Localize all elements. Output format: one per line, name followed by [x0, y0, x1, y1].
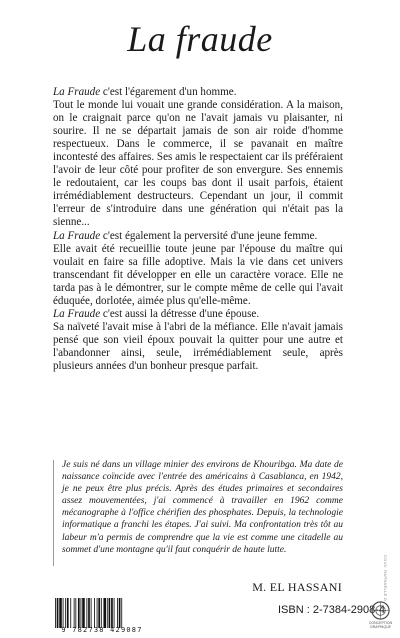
barcode-bar: [88, 598, 90, 628]
barcode-bar: [57, 598, 59, 628]
barcode-bar: [75, 598, 76, 628]
barcode-bar: [82, 598, 85, 628]
paragraph-text: Tout le monde lui vouait une grande considération. A la maison, on le craignait parce qu'on ne l'avait jamais vu plaisanter, ni sourire. Il ne se départait jamais de son air roide d'homme respectueux. Dans le commerce, il se pavanait en maître incontesté des affaires. Ses amis le respectaient car ils préféraient l'avoir de leur côté pour profiter de son envergure. Ses ennemis le redoutaient, car les coups bas dont il usait parfois, étaient irrémédiablement destructeurs. Cependant un jour, il commit l'erreur de s'introduire dans une génération qui n'était pas la sienne...: [53, 99, 343, 229]
barcode-bar: [94, 598, 95, 628]
barcode-bar: [109, 598, 111, 628]
summary-paragraph: [53, 321, 343, 373]
barcode-bar: [114, 598, 115, 628]
barcode-bar: [91, 598, 92, 628]
italic-lead: La Fraude: [53, 307, 101, 320]
cover-credit: COUV. RAPHAËLLE D.: [383, 555, 388, 603]
paragraph-text: c'est l'égarement d'un homme.: [100, 86, 237, 98]
barcode-bar: [101, 598, 102, 628]
author-name: M. EL HASSANI: [252, 580, 342, 594]
summary-paragraph: [53, 230, 343, 243]
barcode-bar: [67, 598, 69, 628]
barcode-bar: [117, 598, 118, 628]
summary-text: [53, 86, 343, 373]
summary-paragraph: [53, 243, 343, 308]
isbn: ISBN : 2-7384-2908-4: [278, 604, 386, 616]
summary-paragraph: [53, 86, 343, 99]
barcode-bar: [63, 598, 64, 628]
barcode-bar: [97, 598, 98, 628]
barcode-bar: [119, 598, 121, 628]
summary-paragraph: [53, 99, 343, 229]
author-bio: Je suis né dans un village minier des environs de Khouribga. Ma date de naissance coïncide avec l'entrée des américains à Casablanca, en 1942, je ne peux être plus précis. Après des études primaires et secondaires assez mouvementées, j'ai commencé à travailler en 1962 comme mécanographe à l'office chérifien des phosphates. Depuis, la technologie informatique a franchi les étapes. J'ai suivi. Ma confrontation très tôt au labeur m'a permis de comprendre que la vie est comme une citadelle au sommet d'une montagne qu'il faut conquérir de haute lutte.: [62, 460, 343, 555]
logo-caption: CONCEPTION GRAPHIQUE: [368, 621, 393, 629]
barcode-bar: [59, 598, 62, 628]
barcode-bar: [103, 598, 106, 628]
barcode-bar: [65, 598, 66, 628]
barcode-bar: [70, 598, 71, 628]
barcode-bar: [98, 598, 100, 628]
summary-paragraph: [53, 308, 343, 321]
barcode-bar: [111, 598, 113, 628]
barcode-icon: [53, 598, 153, 628]
barcode-bar: [121, 598, 122, 628]
book-title: La fraude: [127, 19, 273, 59]
barcode-bar: [107, 598, 108, 628]
barcode-bar: [78, 598, 80, 628]
italic-lead: La Fraude: [53, 86, 101, 98]
barcode-bar: [74, 598, 75, 628]
barcode-number: 9 782738 429087: [61, 626, 143, 634]
barcode-bar: [86, 598, 87, 628]
circular-publisher-logo-icon: [371, 601, 390, 620]
italic-lead: La Fraude: [53, 229, 101, 242]
paragraph-text: c'est également la perversité d'une jeune femme.: [100, 229, 318, 242]
paragraph-text: c'est aussi la détresse d'une épouse.: [100, 307, 260, 320]
paragraph-text: Sa naïveté l'avait mise à l'abri de la méfiance. Elle n'avait jamais pensé que son vieil époux pouvait la quitter pour une autre et l'abandonner ainsi, seule, irrémédiablement seule, après plusieurs années d'un bonheur presque parfait.: [53, 320, 343, 372]
barcode-bar: [81, 598, 82, 628]
barcode-bar: [55, 598, 56, 628]
paragraph-text: Elle avait été recueillie toute jeune par l'épouse du maître qui voulait en faire sa fille adoptive. Mais la vie dans cet univers transcendant fit développer en elle un caractère vorace. Elle ne tarda pas à le démontrer, sur le compte même de celle qui l'avait éduquée, dorlotée, aimée plus qu'elle-même.: [53, 242, 343, 307]
bio-divider: [53, 460, 54, 566]
